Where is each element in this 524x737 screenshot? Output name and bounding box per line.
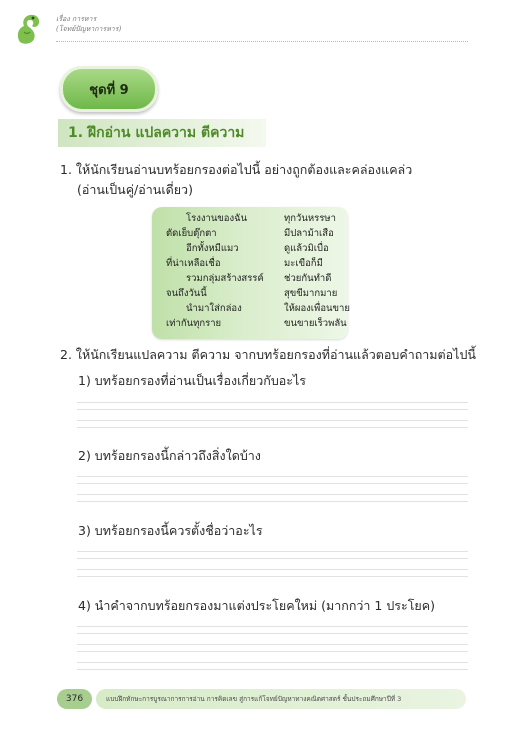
answer-line[interactable] — [77, 558, 468, 559]
answer-line[interactable] — [77, 662, 468, 663]
answer-line[interactable] — [77, 644, 468, 645]
header-line-2: (โจทย์ปัญหาการหาร) — [56, 25, 122, 33]
answer-line[interactable] — [77, 569, 468, 570]
page-number: 376 — [57, 689, 92, 709]
header-line-1: เรื่อง การหาร — [56, 15, 97, 23]
answer-line[interactable] — [77, 651, 468, 652]
poem-left-line: อีกทั้งหมีแมว — [186, 243, 239, 254]
poem-left-line: นำมาใส่กล่อง — [186, 303, 242, 314]
poem-right-line: ให้ผองเพื่อนขาย — [284, 303, 350, 314]
answer-line[interactable] — [77, 626, 468, 627]
poem-left-line: ตัดเย็บตุ๊กตา — [166, 228, 217, 239]
header-text — [56, 14, 121, 34]
answer-line[interactable] — [77, 633, 468, 634]
answer-line[interactable] — [77, 427, 468, 428]
question-1-line-2: (อ่านเป็นคู่/อ่านเดี่ยว) — [77, 182, 193, 197]
poem-right-line: มีปลาม้าเสือ — [284, 228, 334, 239]
poem-right-line: ทุกวันหรรษา — [284, 213, 336, 224]
question-1-line-1: 1. ให้นักเรียนอ่านบทร้อยกรองต่อไปนี้ อย่างถูกต้องและคล่องแคล่ว — [60, 162, 413, 177]
answer-line[interactable] — [77, 501, 468, 502]
poem-right-line: ขนขายเร็วพลัน — [284, 318, 347, 329]
question-2-sub-3: 3) บทร้อยกรองนี้ควรตั้งชื่อว่าอะไร — [78, 523, 263, 538]
poem-left-line: ที่น่าเหลือเชื่อ — [166, 258, 221, 269]
answer-line[interactable] — [77, 483, 468, 484]
answer-line[interactable] — [77, 402, 468, 403]
poem-left-line: โรงงานของฉัน — [186, 213, 248, 224]
poem-left-line: จนถึงวันนี้ — [166, 288, 207, 299]
question-2-stem: 2. ให้นักเรียนแปลความ ตีความ จากบทร้อยกรองที่อ่านแล้วตอบคำถามต่อไปนี้ — [60, 347, 476, 362]
poem-right-line: ดูแล้วมิเบื่อ — [284, 243, 329, 254]
answer-line[interactable] — [77, 476, 468, 477]
header-divider — [56, 41, 468, 42]
poem-right-line: ช่วยกันทำดี — [284, 273, 332, 284]
answer-line[interactable] — [77, 551, 468, 552]
poem-left-line: เท่ากันทุกราย — [166, 318, 222, 329]
poem-left-line: รวมกลุ่มสร้างสรรค์ — [186, 273, 264, 284]
footer-title: แบบฝึกทักษะการบูรณาการการอ่าน การคิดเลข สู่การแก้โจทย์ปัญหาทางคณิตศาสตร์ ชั้นประถมศึกษาปีที่ 3 — [96, 689, 466, 709]
poem-box — [152, 207, 348, 339]
question-2-sub-1: 1) บทร้อยกรองที่อ่านเป็นเรื่องเกี่ยวกับอะไร — [78, 373, 306, 388]
set-badge: ชุดที่ 9 — [60, 66, 158, 112]
poem-right-line: สุขขีมากมาย — [284, 288, 338, 299]
answer-line[interactable] — [77, 494, 468, 495]
answer-line[interactable] — [77, 409, 468, 410]
poem-right-line: มะเขือก็มี — [284, 258, 323, 269]
question-2-sub-2: 2) บทร้อยกรองนี้กล่าวถึงสิ่งใดบ้าง — [78, 448, 261, 463]
dragon-mascot-icon — [14, 12, 44, 46]
answer-line[interactable] — [77, 576, 468, 577]
answer-line[interactable] — [77, 420, 468, 421]
section-title: 1. ฝึกอ่าน แปลความ ตีความ — [58, 119, 266, 147]
answer-line[interactable] — [77, 669, 468, 670]
question-2-sub-4: 4) นำคำจากบทร้อยกรองมาแต่งประโยคใหม่ (มากกว่า 1 ประโยค) — [78, 598, 435, 613]
